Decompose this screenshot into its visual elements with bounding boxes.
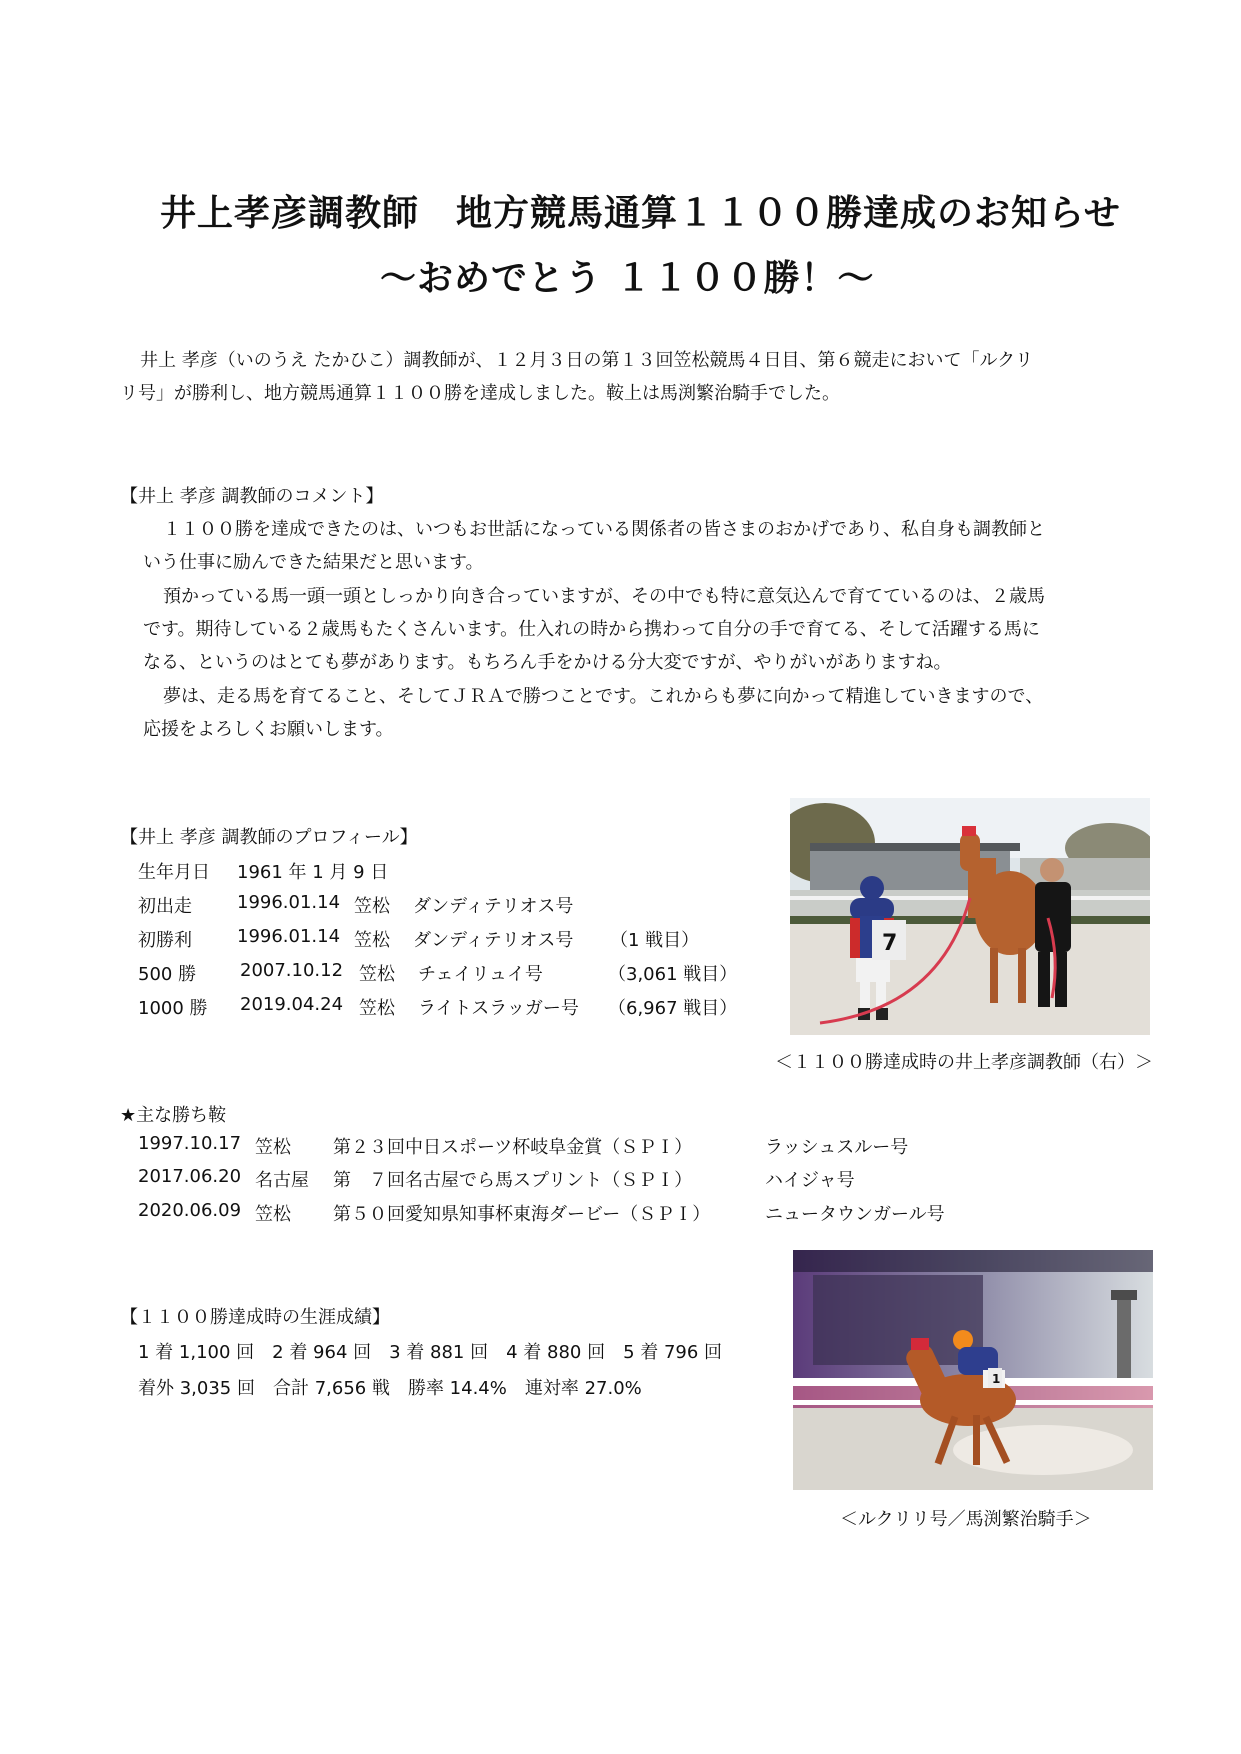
win-race: 第 ７回名古屋でら馬スプリント（ＳＰＩ） (333, 1170, 693, 1191)
comment-line: です。期待している２歳馬もたくさんいます。仕入れの時から携わって自分の手で育てる、そして活躍する馬に (143, 619, 1040, 640)
win-track: 笠松 (255, 1137, 291, 1158)
profile-heading: 【井上 孝彦 調教師のプロフィール】 (120, 827, 418, 848)
profile-note: （3,061 戦目） (608, 964, 738, 985)
career-line-2: 着外 3,035 回 合計 7,656 戦 勝率 14.4% 連対率 27.0% (138, 1378, 642, 1399)
trainer-photo-illustration (790, 798, 1150, 1035)
win-date: 2017.06.20 (138, 1166, 242, 1187)
profile-label: 初出走 (138, 896, 192, 917)
comment-line: 応援をよろしくお願いします。 (143, 719, 394, 740)
career-heading: 【１１００勝達成時の生涯成績】 (120, 1307, 390, 1328)
profile-label: 初勝利 (138, 930, 192, 951)
page-title: 井上孝彦調教師 地方競馬通算１１００勝達成のお知らせ (160, 193, 1121, 234)
profile-track: 笠松 (359, 998, 395, 1019)
comment-line: なる、というのはとても夢があります。もちろん手をかける分大変ですが、やりがいがありますね。 (143, 652, 952, 673)
win-date: 1997.10.17 (138, 1133, 242, 1154)
intro-line-2: リ号」が勝利し、地方競馬通算１１００勝を達成しました。鞍上は馬渕繁治騎手でした。 (120, 383, 840, 404)
intro-line-1: 井上 孝彦（いのうえ たかひこ）調教師が、１２月３日の第１３回笠松競馬４日目、第６競走において「ルクリ (140, 350, 1034, 371)
profile-date: 2019.04.24 (240, 994, 344, 1015)
win-horse: ニュータウンガール号 (765, 1204, 945, 1225)
profile-birth-value: 1961 年 1 月 9 日 (237, 862, 389, 883)
win-horse: ハイジャ号 (765, 1170, 855, 1191)
profile-horse: ダンディテリオス号 (413, 930, 574, 951)
win-track: 笠松 (255, 1204, 291, 1225)
profile-birth-label: 生年月日 (138, 862, 210, 883)
profile-note: （6,967 戦目） (608, 998, 738, 1019)
wins-heading: ★主な勝ち鞍 (120, 1105, 227, 1126)
profile-horse: ダンディテリオス号 (413, 896, 574, 917)
profile-horse: ライトスラッガー号 (418, 998, 579, 1019)
race-photo-illustration (793, 1250, 1153, 1490)
profile-label: 500 勝 (138, 964, 197, 985)
win-horse: ラッシュスルー号 (765, 1137, 909, 1158)
profile-date: 1996.01.14 (237, 926, 341, 947)
win-race: 第２３回中日スポーツ杯岐阜金賞（ＳＰＩ） (333, 1137, 693, 1158)
comment-line: 夢は、走る馬を育てること、そしてＪＲＡで勝つことです。これからも夢に向かって精進していきますので、 (163, 686, 1044, 707)
saddle-cloth-number: 7 (882, 931, 898, 956)
profile-label: 1000 勝 (138, 998, 208, 1019)
win-date: 2020.06.09 (138, 1200, 242, 1221)
trainer-photo (790, 798, 1150, 1035)
saddle-cloth-number: 1 (992, 1372, 1001, 1386)
profile-track: 笠松 (354, 930, 390, 951)
comment-line: 預かっている馬一頭一頭としっかり向き合っていますが、その中でも特に意気込んで育てているのは、２歳馬 (163, 586, 1045, 607)
career-line-1: 1 着 1,100 回 2 着 964 回 3 着 881 回 4 着 880 回 5 着 796 回 (138, 1342, 723, 1363)
comment-heading: 【井上 孝彦 調教師のコメント】 (120, 486, 384, 507)
profile-date: 1996.01.14 (237, 892, 341, 913)
race-photo (793, 1250, 1153, 1490)
race-photo-caption: ＜ルクリリ号／馬渕繁治騎手＞ (840, 1509, 1092, 1530)
comment-line: いう仕事に励んできた結果だと思います。 (143, 552, 484, 573)
trainer-photo-caption: ＜１１００勝達成時の井上孝彦調教師（右）＞ (775, 1052, 1153, 1073)
page-subtitle: ～おめでとう １１００勝！～ (380, 258, 875, 299)
profile-note: （1 戦目） (610, 930, 700, 951)
profile-horse: チェイリュイ号 (418, 964, 543, 985)
profile-track: 笠松 (354, 896, 390, 917)
win-race: 第５０回愛知県知事杯東海ダービー（ＳＰＩ） (333, 1204, 711, 1225)
comment-line: １１００勝を達成できたのは、いつもお世話になっている関係者の皆さまのおかげであり、私自身も調教師と (163, 519, 1045, 540)
profile-date: 2007.10.12 (240, 960, 344, 981)
win-track: 名古屋 (255, 1170, 309, 1191)
profile-track: 笠松 (359, 964, 395, 985)
